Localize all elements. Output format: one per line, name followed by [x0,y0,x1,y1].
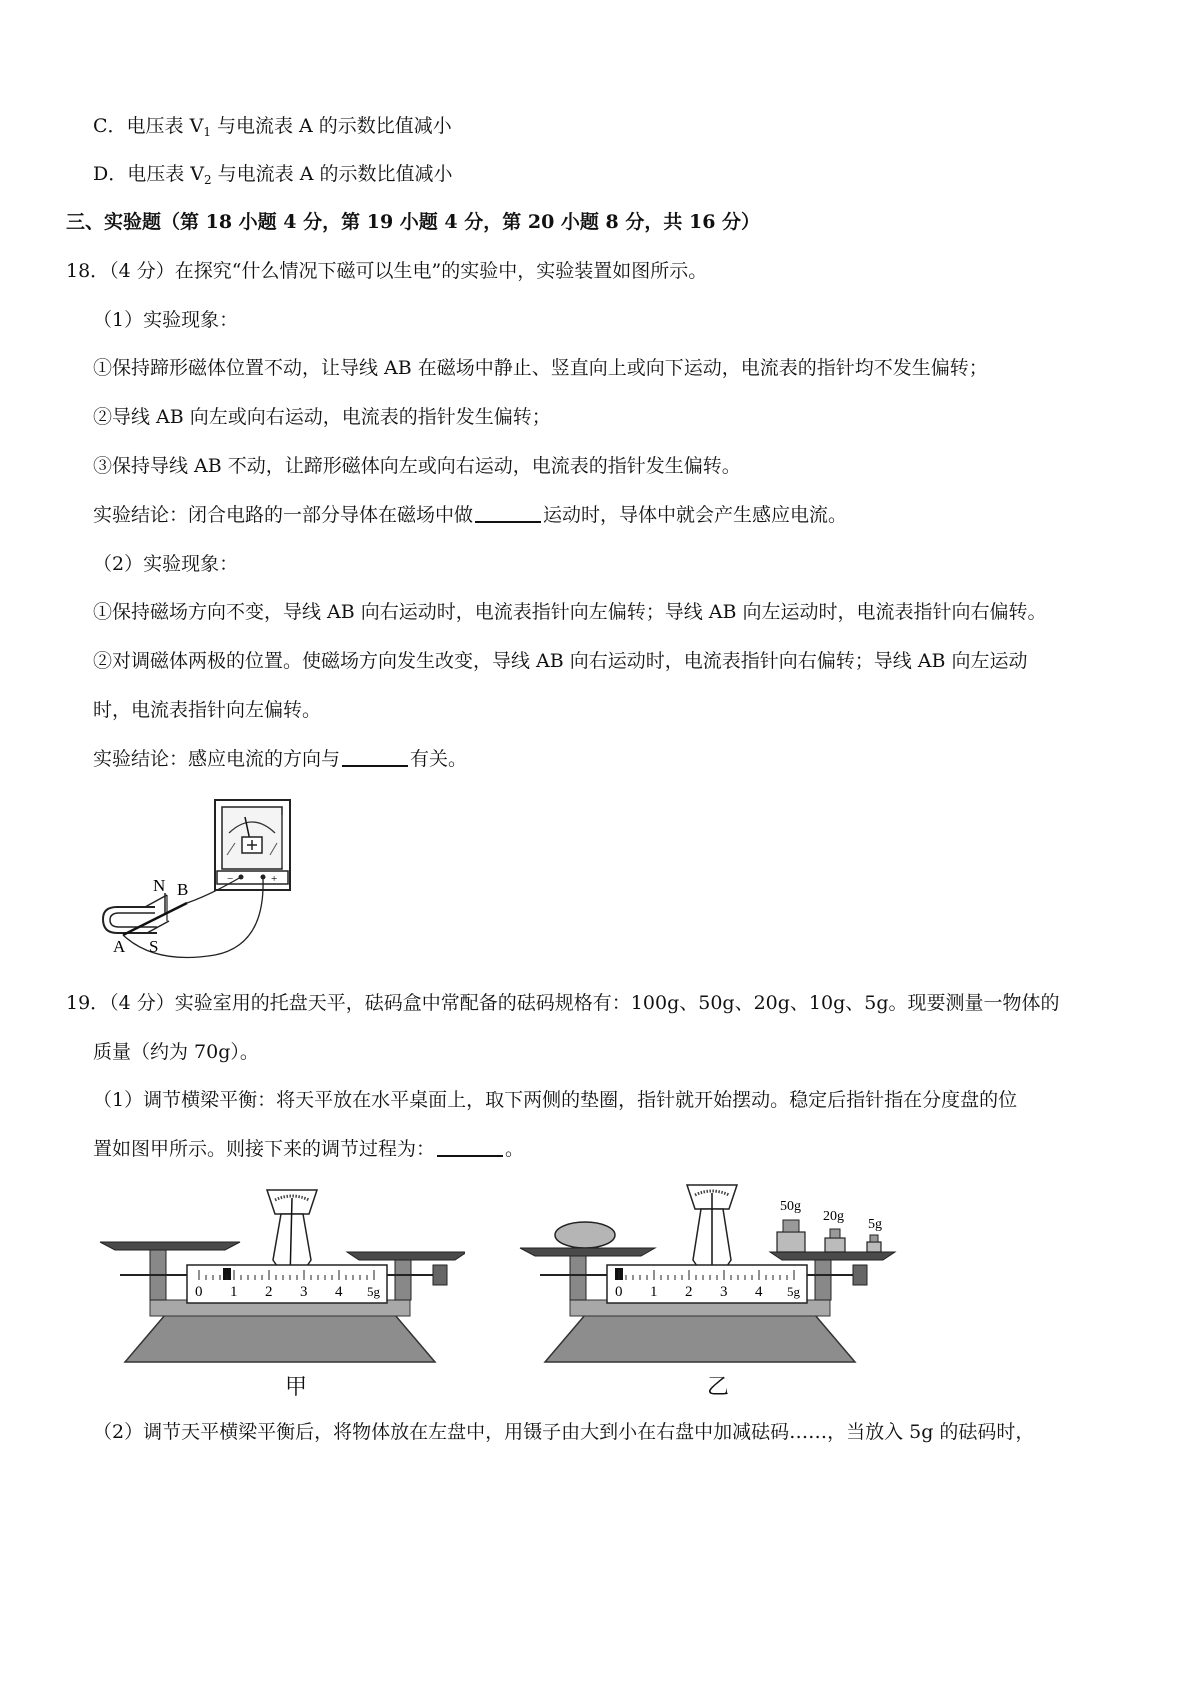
q19-part1-line-2-post: 。 [505,1138,525,1160]
q18-part2-conclusion-pre: 实验结论：感应电流的方向与 [93,748,341,770]
q18-part2-conclusion [93,745,467,773]
answer-blank [437,1137,503,1157]
q18-part2-conclusion-post: 有关。 [410,748,468,770]
q18-part2-item-3: 时，电流表指针向左偏转。 [93,699,322,721]
scale-tick: 1 [650,1284,658,1300]
q18-part1-conclusion [93,501,847,529]
terminal-plus-label: + [271,873,278,885]
figure-label-yi: 乙 [707,1375,730,1400]
q18-part1-item-2: ②导线 AB 向左或向右运动，电流表的指针发生偏转； [93,406,551,428]
scale-tick: 3 [720,1284,728,1300]
galvanometer [215,800,290,890]
q19-stem-line-1: 19．（4 分）实验室用的托盘天平，砝码盒中常配备的砝码规格有：100g、50g、20g、10g、5g。现要测量一物体的 [66,992,1060,1014]
option-c-sub: 1 [203,125,211,139]
option-d-sub: 2 [204,173,212,187]
section-title: 三、实验题（第 18 小题 4 分，第 19 小题 4 分，第 20 小题 8 分，共 16 分） [66,211,761,233]
option-c [93,112,452,146]
q18-part1-conclusion-post: 运动时，导体中就会产生感应电流。 [543,504,848,526]
weight-label-20g: 20g [823,1209,844,1224]
q19-stem-line-2: 质量（约为 70g）。 [93,1041,259,1063]
terminal-minus-label: − [227,873,234,885]
q18-part1-conclusion-pre: 实验结论：闭合电路的一部分导体在磁场中做 [93,504,474,526]
scale-tick: 4 [335,1284,343,1300]
horseshoe-magnet [103,893,169,933]
answer-blank [475,503,541,523]
balance-figure-jia [95,1180,465,1365]
q19-part1-line-2-pre: 置如图甲所示。则接下来的调节过程为： [93,1138,436,1160]
weight-label-50g: 50g [780,1199,801,1214]
q19-part1-line-2 [93,1135,524,1163]
scale-tick: 0 [195,1284,203,1300]
label-a: A [113,937,126,956]
option-c-pre: C．电压表 V [93,115,204,137]
q18-part2-item-2: ②对调磁体两极的位置。使磁场方向发生改变，导线 AB 向右运动时，电流表指针向右偏转；导线 AB 向左运动 [93,650,1028,672]
q18-figure [95,795,305,960]
label-b: B [177,880,189,899]
scale-tick: 5g [367,1284,380,1299]
q19-part1-line-1: （1）调节横梁平衡：将天平放在水平桌面上，取下两侧的垫圈，指针就开始摆动。稳定后指针指在分度盘的位 [93,1089,1018,1111]
scale-tick: 0 [615,1284,623,1300]
label-s: S [149,937,159,956]
option-c-post: 与电流表 A 的示数比值减小 [210,115,452,137]
figure-label-jia: 甲 [285,1375,308,1400]
balance-figure-yi [515,1180,900,1365]
scale-tick: 2 [685,1284,693,1300]
q18-stem: 18．（4 分）在探究“什么情况下磁可以生电”的实验中，实验装置如图所示。 [66,260,708,282]
weight-label-5g: 5g [868,1217,882,1232]
scale-tick: 1 [230,1284,238,1300]
q19-part2-line-1: （2）调节天平横梁平衡后，将物体放在左盘中，用镊子由大到小在右盘中加减砝码……，当放入 5g 的砝码时， [93,1421,1035,1443]
option-d-post: 与电流表 A 的示数比值减小 [211,163,453,185]
weight-20g [825,1229,845,1252]
q18-part1-item-1: ①保持蹄形磁体位置不动，让导线 AB 在磁场中静止、竖直向上或向下运动，电流表的指针均不发生偏转； [93,357,988,379]
scale-tick: 4 [755,1284,763,1300]
q18-part1-item-3: ③保持导线 AB 不动，让蹄形磁体向左或向右运动，电流表的指针发生偏转。 [93,455,741,477]
q18-part2-title: （2）实验现象： [93,553,239,575]
object-on-pan [555,1222,615,1248]
scale-tick: 3 [300,1284,308,1300]
scale-tick: 2 [265,1284,273,1300]
q18-part2-item-1: ①保持磁场方向不变，导线 AB 向右运动时，电流表指针向左偏转；导线 AB 向左运动时，电流表指针向右偏转。 [93,601,1047,623]
option-d [93,160,452,194]
q18-part1-title: （1）实验现象： [93,309,239,331]
answer-blank [342,747,408,767]
weight-5g [867,1235,881,1252]
label-n: N [153,876,166,895]
option-d-pre: D．电压表 V [93,163,204,185]
scale-tick: 5g [787,1284,800,1299]
weight-50g [777,1220,805,1252]
